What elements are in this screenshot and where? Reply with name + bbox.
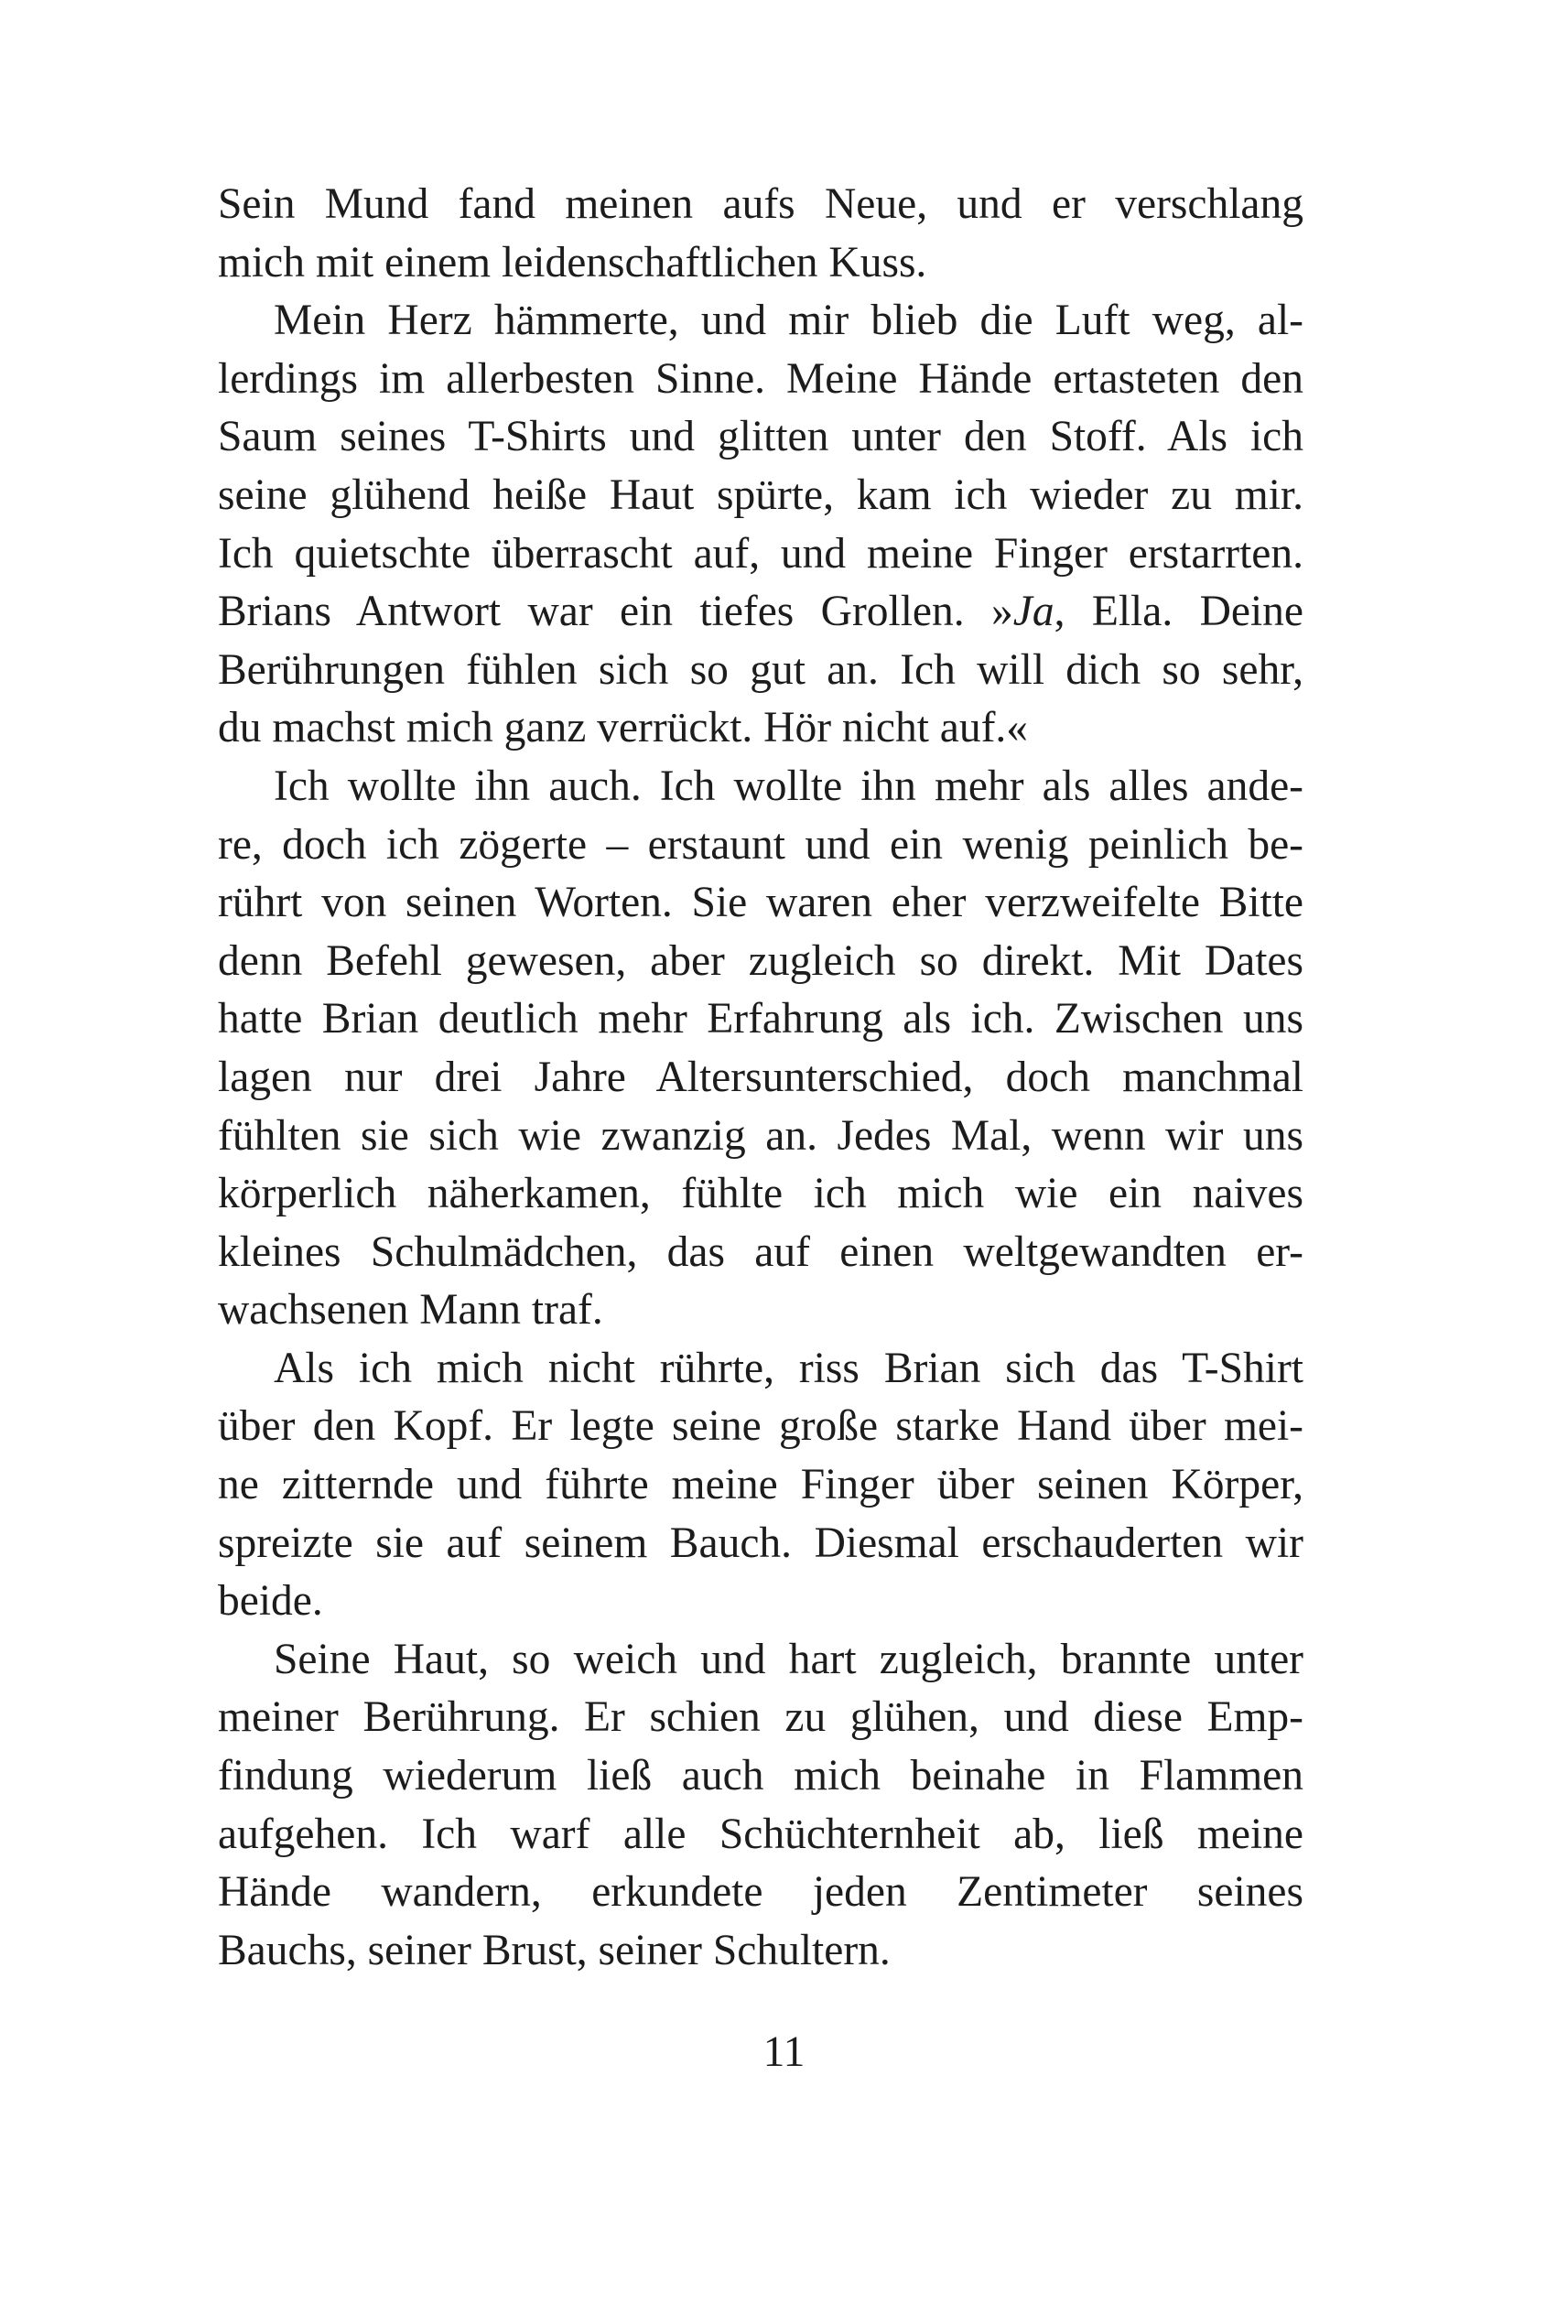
text-line: ne zitternde und führte meine Finger über seinen Körper, xyxy=(218,1461,1303,1509)
paragraph-1 xyxy=(218,176,1303,292)
text-line: Hände wandern, erkundete jeden Zentimeter seines xyxy=(218,1868,1303,1917)
text-line: lagen nur drei Jahre Altersunterschied, doch manchmal xyxy=(218,1053,1303,1101)
emphasis: Ja xyxy=(1012,588,1054,636)
text-line: Als ich mich nicht rührte, riss Brian sich das T-Shirt xyxy=(274,1344,1303,1392)
text-line: Mein Herz hämmerte, und mir blieb die Luft weg, al- xyxy=(274,297,1303,345)
text-line: rührt von seinen Worten. Sie waren eher verzweifelte Bitte xyxy=(218,879,1303,927)
text-line: beide. xyxy=(218,1577,323,1626)
text-line: Berührungen fühlen sich so gut an. Ich will dich so sehr, xyxy=(218,645,1303,694)
text-line: Ich quietschte überrascht auf, und meine Finger erstarrten. xyxy=(218,529,1303,578)
text-line: Bauchs, seiner Brust, seiner Schultern. xyxy=(218,1926,891,1974)
text-line: mich mit einem leidenschaftlichen Kuss. xyxy=(218,238,927,286)
text-line: meiner Berührung. Er schien zu glühen, und diese Emp- xyxy=(218,1693,1303,1742)
text-line: Seine Haut, so weich und hart zugleich, brannte unter xyxy=(274,1635,1303,1683)
paragraph-3 xyxy=(218,758,1303,1340)
paragraph-5 xyxy=(218,1631,1303,1981)
paragraph-2 xyxy=(218,292,1303,758)
text-line: wachsenen Mann traf. xyxy=(218,1286,603,1335)
text-line: hatte Brian deutlich mehr Erfahrung als ich. Zwischen uns xyxy=(218,995,1303,1043)
page-number: 11 xyxy=(762,2028,806,2076)
text-line: Ich wollte ihn auch. Ich wollte ihn mehr als alles ande- xyxy=(274,762,1303,810)
text-line: fühlten sie sich wie zwanzig an. Jedes Mal, wenn wir uns xyxy=(218,1111,1303,1160)
text-line: re, doch ich zögerte – erstaunt und ein wenig peinlich be- xyxy=(218,820,1303,869)
text-line: Saum seines T-Shirts und glitten unter den Stoff. Als ich xyxy=(218,413,1303,461)
text-line: seine glühend heiße Haut spürte, kam ich wieder zu mir. xyxy=(218,470,1303,519)
text-line: körperlich näherkamen, fühlte ich mich wie ein naives xyxy=(218,1170,1303,1218)
text-line: spreizte sie auf seinem Bauch. Diesmal erschauderten wir xyxy=(218,1519,1303,1567)
text-line: aufgehen. Ich warf alle Schüchternheit ab, ließ meine xyxy=(218,1810,1303,1858)
text-line: lerdings im allerbesten Sinne. Meine Hände ertasteten den xyxy=(218,354,1303,403)
paragraph-4 xyxy=(218,1340,1303,1631)
text-line: kleines Schulmädchen, das auf einen weltgewandten er- xyxy=(218,1227,1303,1276)
text-line: denn Befehl gewesen, aber zugleich so direkt. Mit Dates xyxy=(218,936,1303,985)
text-line: findung wiederum ließ auch mich beinahe in Flammen xyxy=(218,1752,1303,1800)
text-line: du machst mich ganz verrückt. Hör nicht auf.« xyxy=(218,704,1029,752)
text-line: über den Kopf. Er legte seine große starke Hand über mei- xyxy=(218,1402,1303,1451)
text-line: Brians Antwort war ein tiefes Grollen. »Ja, Ella. Deine xyxy=(218,588,1303,636)
text-line: Sein Mund fand meinen aufs Neue, und er verschlang xyxy=(218,180,1303,228)
page-body xyxy=(218,176,1303,1980)
